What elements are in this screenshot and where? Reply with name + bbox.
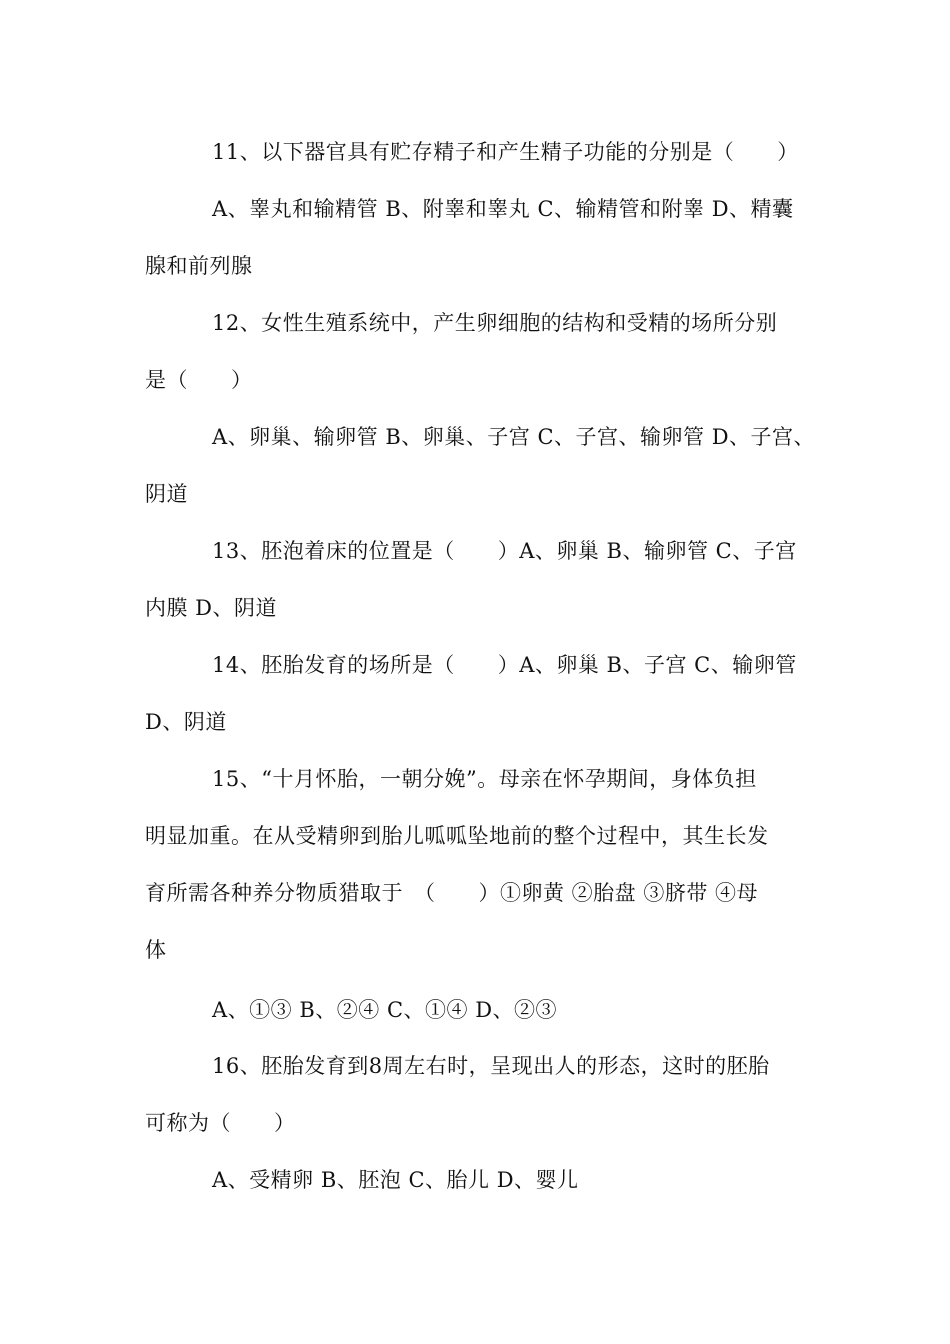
question-13-stem: 13、胚泡着床的位置是（ ）A、卵巢 B、输卵管 C、子宫 bbox=[212, 539, 797, 563]
question-15-stem-line-3: 育所需各种养分物质猎取于 （ ）①卵黄 ②胎盘 ③脐带 ④母 bbox=[145, 881, 759, 905]
question-12-stem: 12、女性生殖系统中，产生卵细胞的结构和受精的场所分别 bbox=[212, 311, 778, 335]
question-12-options-continued: 阴道 bbox=[145, 482, 188, 506]
question-16-stem: 16、胚胎发育到8周左右时，呈现出人的形态，这时的胚胎 bbox=[212, 1054, 770, 1078]
question-14-continued: D、阴道 bbox=[145, 710, 227, 734]
question-11-options: A、睾丸和输精管 B、附睾和睾丸 C、输精管和附睾 D、精囊 bbox=[212, 197, 794, 221]
question-15-stem: 15、“十月怀胎，一朝分娩”。母亲在怀孕期间，身体负担 bbox=[212, 767, 757, 791]
question-15-options: A、①③ B、②④ C、①④ D、②③ bbox=[212, 998, 558, 1022]
question-13-continued: 内膜 D、阴道 bbox=[145, 596, 278, 620]
question-16-options: A、受精卵 B、胚泡 C、胎儿 D、婴儿 bbox=[212, 1168, 579, 1192]
question-12-options: A、卵巢、输卵管 B、卵巢、子宫 C、子宫、输卵管 D、子宫、 bbox=[212, 425, 816, 449]
question-11-stem: 11、以下器官具有贮存精子和产生精子功能的分别是（ ） bbox=[212, 140, 799, 164]
question-15-stem-line-4: 体 bbox=[145, 938, 167, 962]
question-15-stem-line-2: 明显加重。在从受精卵到胎儿呱呱坠地前的整个过程中，其生长发 bbox=[145, 824, 769, 848]
question-14-stem: 14、胚胎发育的场所是（ ）A、卵巢 B、子宫 C、输卵管 bbox=[212, 653, 797, 677]
question-11-options-continued: 腺和前列腺 bbox=[145, 254, 253, 278]
question-16-stem-continued: 可称为（ ） bbox=[145, 1111, 296, 1135]
question-12-stem-continued: 是（ ） bbox=[145, 368, 253, 392]
